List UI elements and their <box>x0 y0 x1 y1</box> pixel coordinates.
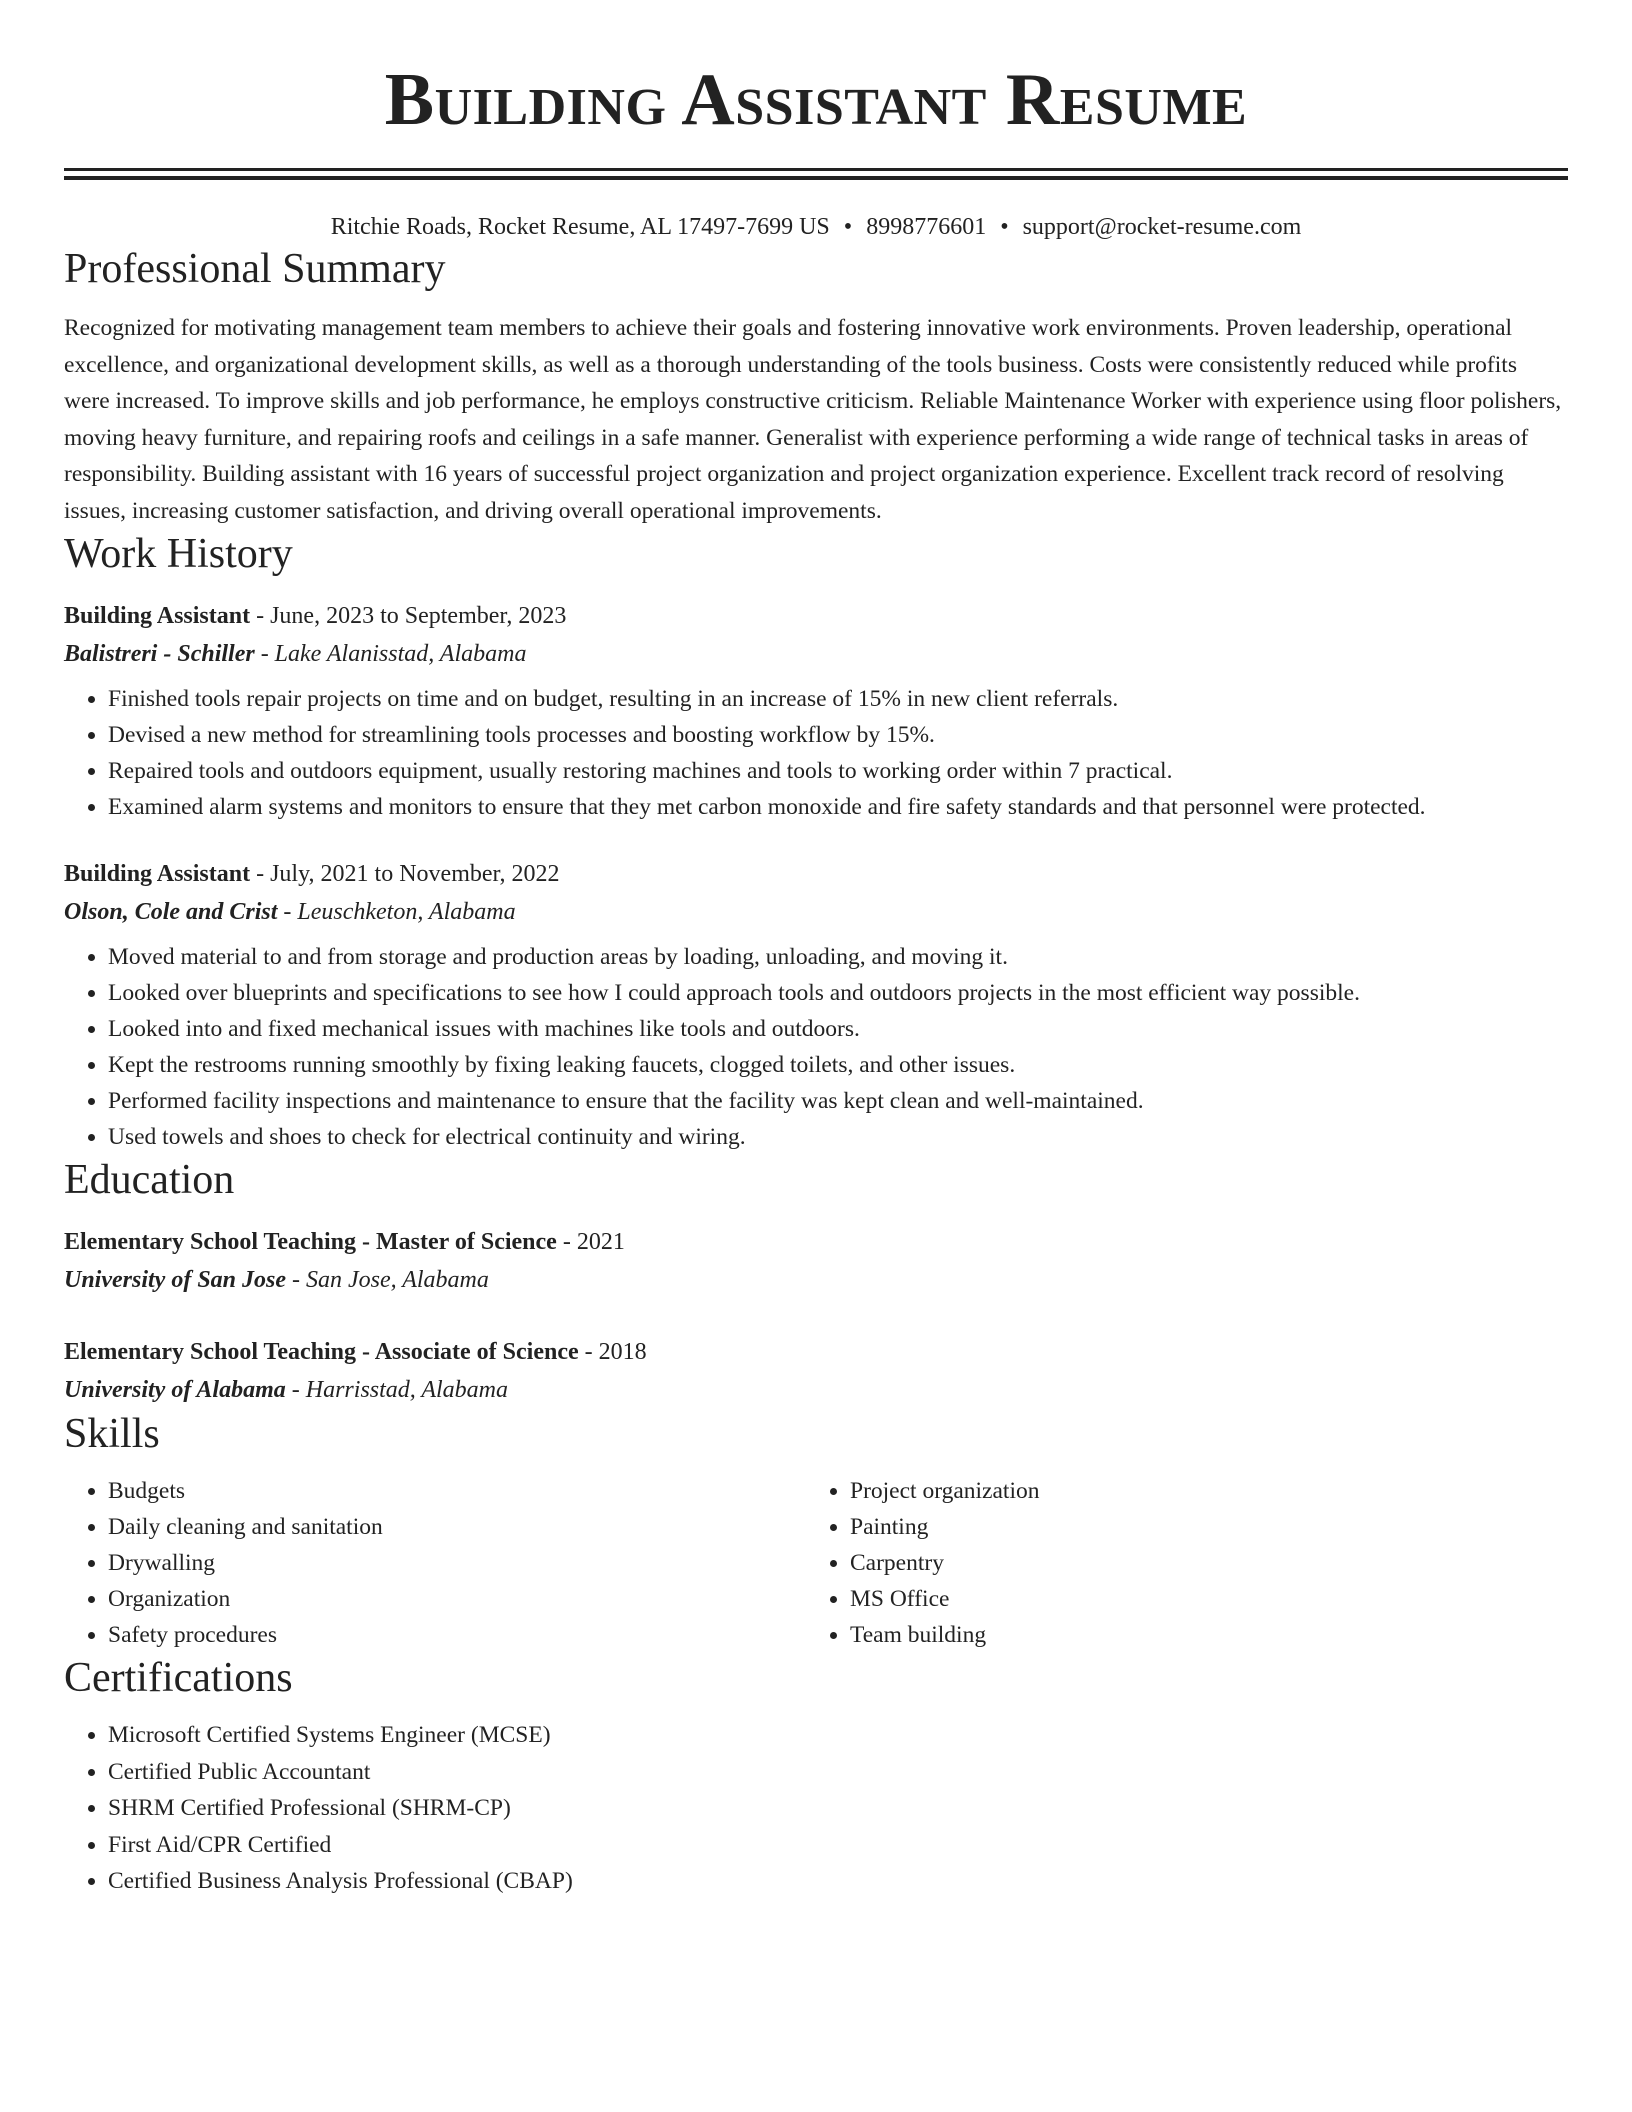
job-bullet: • Moved material to and from storage and production areas by loading, unloading, and moving it. <box>108 939 1568 975</box>
resume-title: Building Assistant Resume <box>384 59 1248 141</box>
job-company-line <box>64 635 1568 673</box>
education-location: - San Jose, Alabama <box>286 1267 489 1293</box>
job-location: - Leuschketon, Alabama <box>277 899 516 925</box>
job-bullet: • Used towels and shoes to check for electrical continuity and wiring. <box>108 1119 1568 1155</box>
job-bullet: • Finished tools repair projects on time and on budget, resulting in an increase of 15% in new client referrals. <box>108 681 1568 717</box>
contact-phone: 8998776601 <box>866 214 987 240</box>
skills-column-left <box>64 1473 806 1653</box>
job-dates: - July, 2021 to November, 2022 <box>250 861 560 887</box>
job-company: Olson, Cole and Crist <box>64 899 278 925</box>
education-entry <box>64 1223 1568 1299</box>
education-school-line <box>64 1371 1568 1409</box>
skills-column-right <box>806 1473 1568 1653</box>
certification-item: • Certified Public Accountant <box>108 1754 1568 1791</box>
education-year: - 2018 <box>578 1339 647 1365</box>
education-degree-line <box>64 1223 1568 1261</box>
education-year: - 2021 <box>556 1229 625 1255</box>
skill-item: • Project organization <box>850 1473 1568 1509</box>
job-bullet: • Looked over blueprints and specifications to see how I could approach tools and outdoors projects in the most efficient way possible. <box>108 975 1568 1011</box>
job-bullet: • Kept the restrooms running smoothly by fixing leaking faucets, clogged toilets, and other issues. <box>108 1047 1568 1083</box>
skill-item: • Carpentry <box>850 1545 1568 1581</box>
job-location: - Lake Alanisstad, Alabama <box>254 641 527 667</box>
contact-line <box>64 210 1568 244</box>
certification-item: • SHRM Certified Professional (SHRM-CP) <box>108 1790 1568 1827</box>
job-company: Balistreri - Schiller <box>64 641 255 667</box>
title-divider <box>64 168 1568 180</box>
job-bullet: • Repaired tools and outdoors equipment, usually restoring machines and tools to working order within 7 practical. <box>108 753 1568 789</box>
education-school: University of San Jose <box>64 1267 286 1293</box>
job-entry <box>64 855 1568 1155</box>
job-bullets <box>64 939 1568 1155</box>
certifications-heading: Certifications <box>64 1655 293 1701</box>
job-dates: - June, 2023 to September, 2023 <box>250 603 567 629</box>
job-bullet: • Examined alarm systems and monitors to ensure that they met carbon monoxide and fire safety standards and that personnel were protected. <box>108 789 1568 825</box>
certifications-list <box>64 1717 1568 1900</box>
job-bullet: • Performed facility inspections and maintenance to ensure that the facility was kept clean and well-maintained. <box>108 1083 1568 1119</box>
skill-item: • Budgets <box>108 1473 806 1509</box>
skill-item: • Drywalling <box>108 1545 806 1581</box>
education-degree-line <box>64 1333 1568 1371</box>
education-degree: Elementary School Teaching - Associate of Science <box>64 1339 579 1365</box>
education-degree: Elementary School Teaching - Master of Science <box>64 1229 557 1255</box>
education-heading: Education <box>64 1157 235 1203</box>
skill-item: • MS Office <box>850 1581 1568 1617</box>
contact-email: support@rocket-resume.com <box>1022 214 1302 240</box>
job-company-line <box>64 893 1568 931</box>
job-title: Building Assistant <box>64 603 251 629</box>
job-title: Building Assistant <box>64 861 251 887</box>
skill-item: • Organization <box>108 1581 806 1617</box>
job-entry <box>64 597 1568 825</box>
skill-item: • Painting <box>850 1509 1568 1545</box>
resume-page <box>64 0 1568 1900</box>
certification-item: • Microsoft Certified Systems Engineer (MCSE) <box>108 1717 1568 1754</box>
contact-separator: • <box>843 214 853 240</box>
contact-separator: • <box>1000 214 1009 240</box>
job-bullet: • Looked into and fixed mechanical issues with machines like tools and outdoors. <box>108 1011 1568 1047</box>
work-history-heading: Work History <box>64 531 293 577</box>
education-location: - Harrisstad, Alabama <box>285 1377 509 1403</box>
skill-item: • Daily cleaning and sanitation <box>108 1509 806 1545</box>
job-title-line <box>64 855 1568 893</box>
job-bullets <box>64 681 1568 825</box>
summary-heading: Professional Summary <box>64 246 446 292</box>
summary-text: Recognized for motivating management team members to achieve their goals and fostering innovative work environments. Proven leadership, operational excellence, and organizational development skills, as well as a thorough understanding of the tools business. Costs were consistently reduced while profits were increased. To improve skills and job performance, he employs constructive criticism. Reliable Maintenance Worker with experience using floor polishers, moving heavy furniture, and repairing roofs and ceilings in a safe manner. Generalist with experience performing a wide range of technical tasks in areas of responsibility. Building assistant with 16 years of successful project organization and project organization experience. Excellent track record of resolving issues, increasing customer satisfaction, and driving overall operational improvements. <box>64 315 1562 524</box>
certification-item: • First Aid/CPR Certified <box>108 1827 1568 1864</box>
skills-list <box>64 1473 1568 1653</box>
education-entry <box>64 1333 1568 1409</box>
job-bullet: • Devised a new method for streamlining tools processes and boosting workflow by 15%. <box>108 717 1568 753</box>
certification-item: • Certified Business Analysis Professional (CBAP) <box>108 1863 1568 1900</box>
skill-item: • Safety procedures <box>108 1617 806 1653</box>
job-title-line <box>64 597 1568 635</box>
skills-heading: Skills <box>64 1411 160 1457</box>
skill-item: • Team building <box>850 1617 1568 1653</box>
education-school-line <box>64 1261 1568 1299</box>
education-school: University of Alabama <box>64 1377 286 1403</box>
contact-address: Ritchie Roads, Rocket Resume, AL 17497-7699 US <box>330 214 830 240</box>
